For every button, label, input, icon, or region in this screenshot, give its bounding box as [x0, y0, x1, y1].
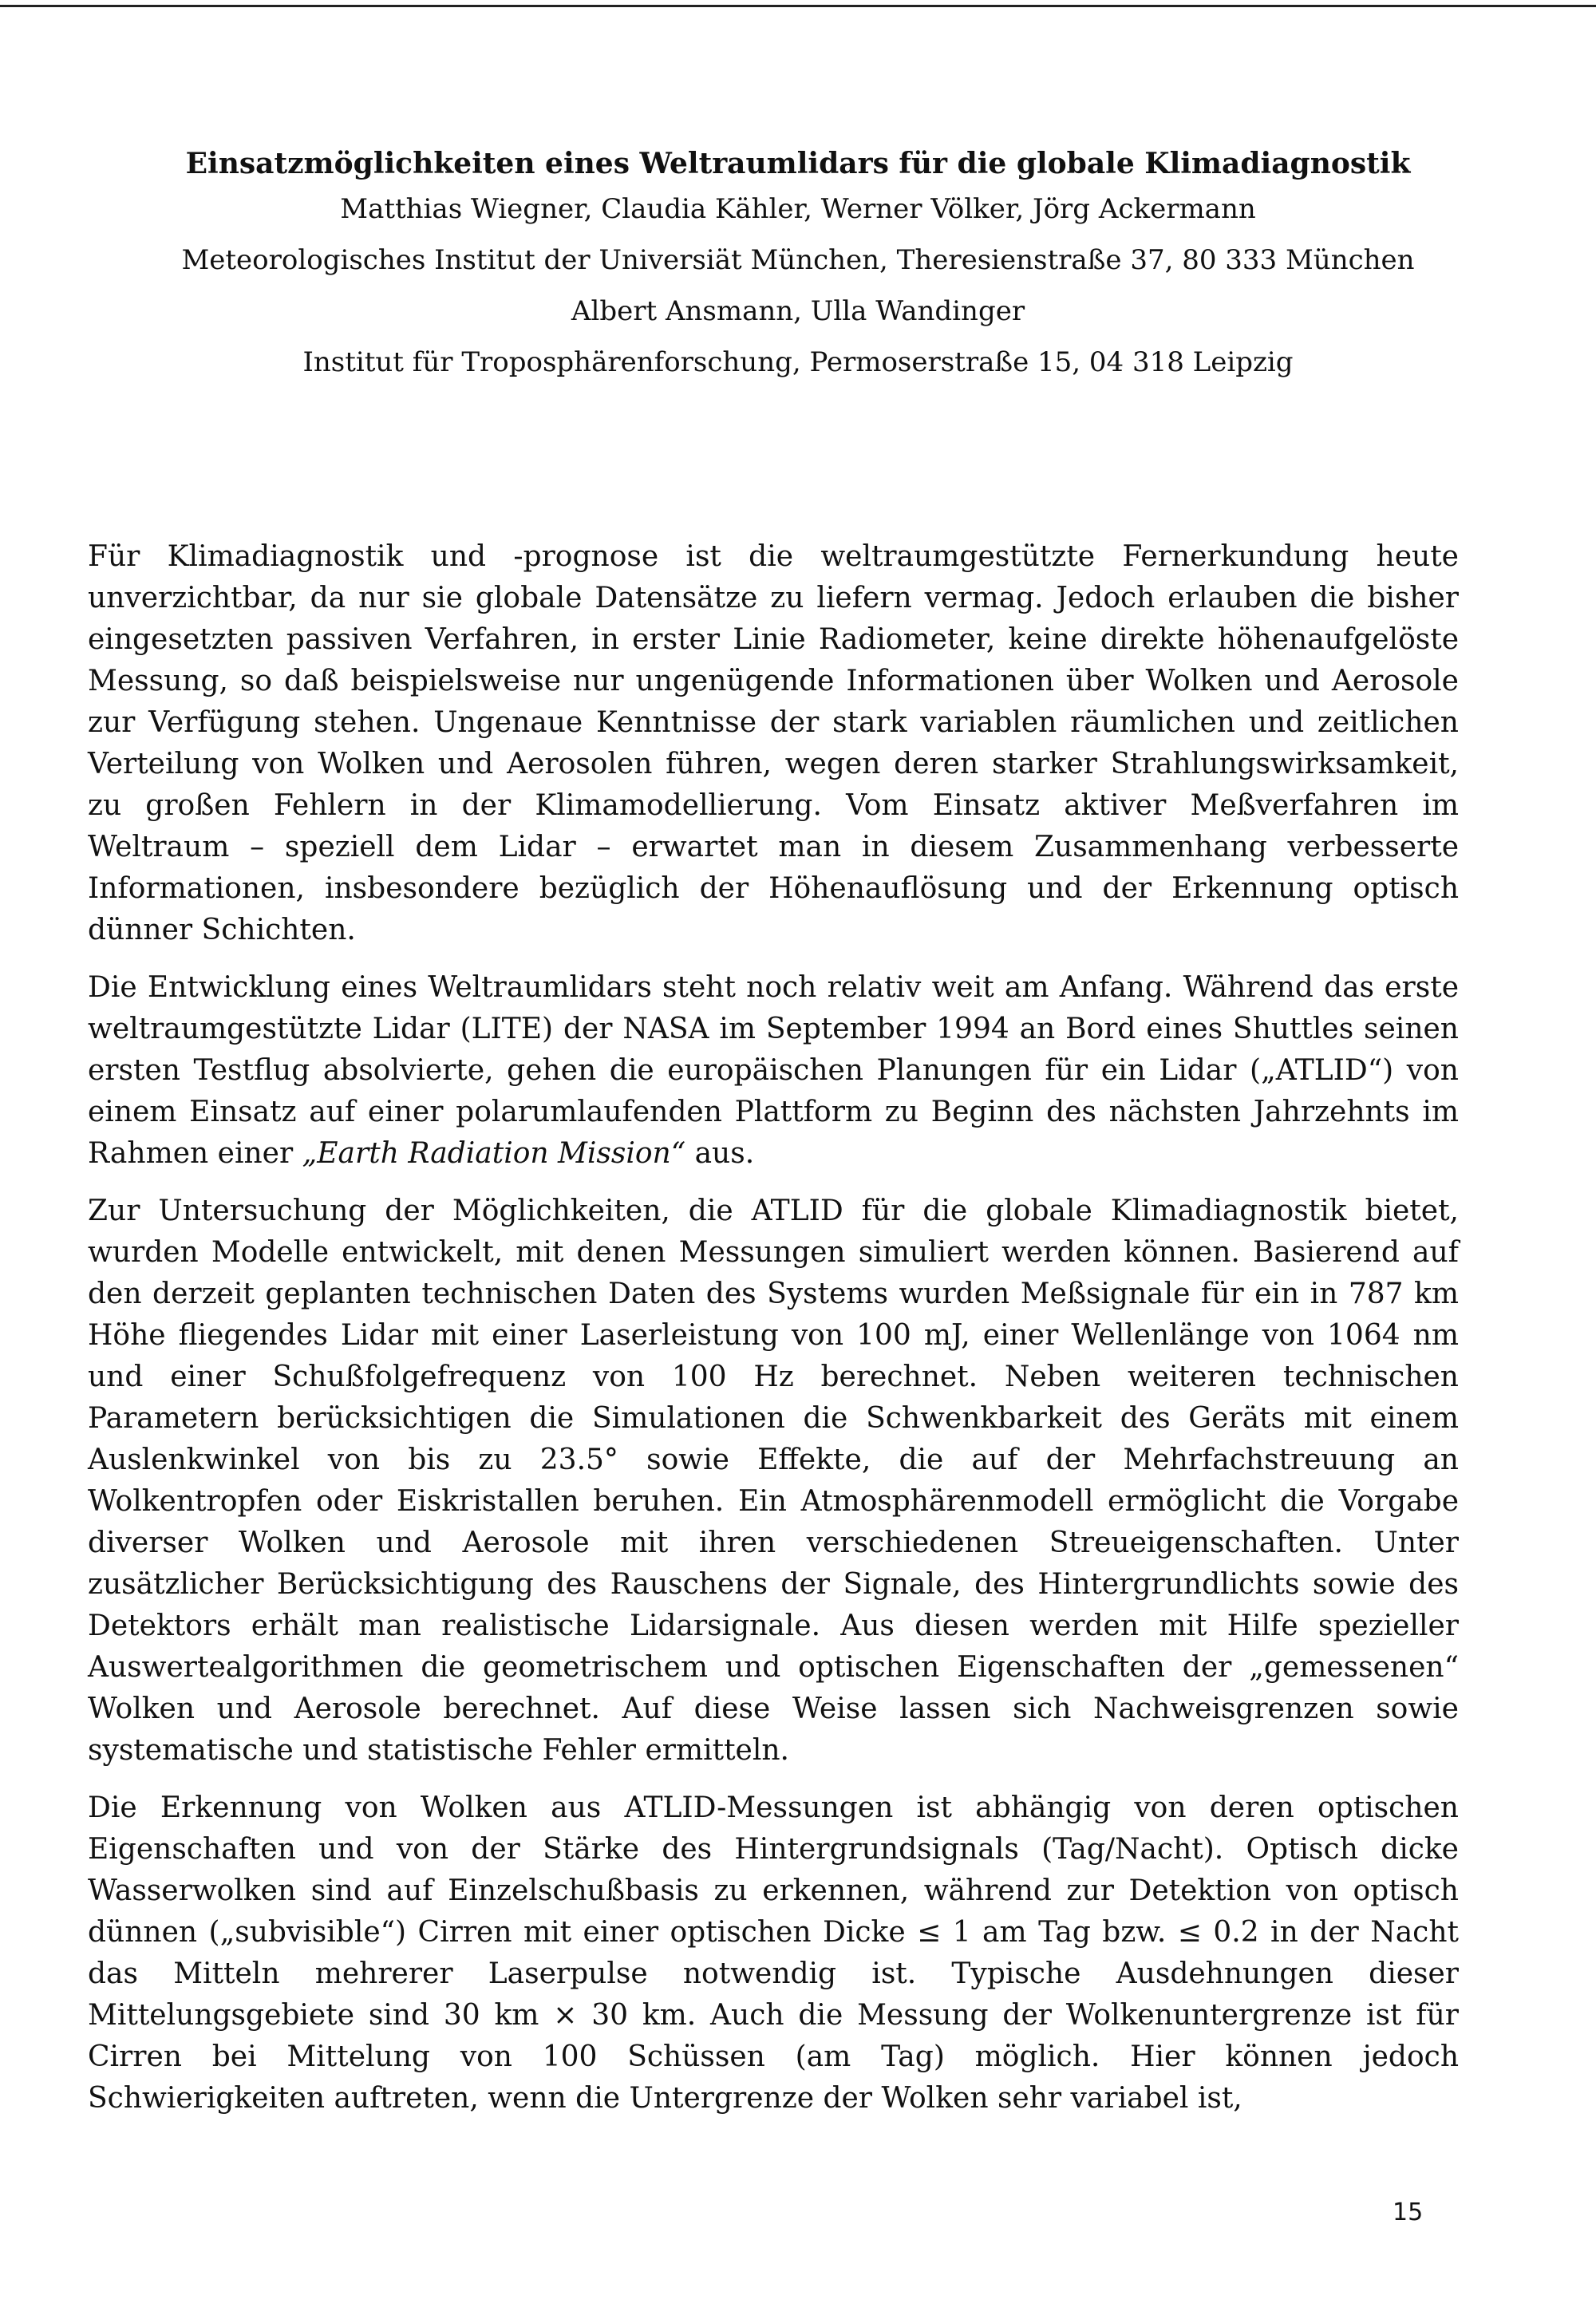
body-text — [88, 536, 1459, 2135]
paper-title: Einsatzmöglichkeiten eines Weltraumlidars für die globale Klimadiagnostik — [185, 147, 1411, 180]
authors-line-2: Albert Ansmann, Ulla Wandinger — [571, 295, 1025, 327]
paragraph-2-emphasis: „Earth Radiation Mission“ — [302, 1137, 686, 1170]
authors-line-1: Matthias Wiegner, Claudia Kähler, Werner Völker, Jörg Ackermann — [340, 193, 1256, 225]
top-rule — [0, 5, 1596, 7]
paragraph-2 — [88, 967, 1459, 1175]
paragraph-2-text-before: Die Entwicklung eines Weltraumlidars steht noch relativ weit am Anfang. Während das erste weltraumgestützte Lidar (LITE) der NASA im September 1994 an Bord eines Shuttles seinen ersten Testflug absolvierte, gehen die europäischen Planungen für ein Lidar („ATLID“) von einem Einsatz auf einer polarumlaufenden Plattform zu Beginn des nächsten Jahrzehnts im Rahmen einer — [88, 971, 1459, 1170]
paper-header — [0, 144, 1596, 388]
affiliation-line-2: Institut für Troposphärenforschung, Permoserstraße 15, 04 318 Leipzig — [302, 346, 1294, 378]
paragraph-2-text-after: aus. — [685, 1137, 755, 1170]
paragraph-3: Zur Untersuchung der Möglichkeiten, die ATLID für die globale Klimadiagnostik bietet, wurden Modelle entwickelt, mit denen Messungen simuliert werden können. Basierend auf den derzeit geplanten technischen Daten des Systems wurden Meßsignale für ein in 787 km Höhe fliegendes Lidar mit einer Laserleistung von 100 mJ, einer Wellenlänge von 1064 nm und einer Schußfolgefrequenz von 100 Hz berechnet. Neben weiteren technischen Parametern berücksichtigen die Simulationen die Schwenkbarkeit des Geräts mit einem Auslenkwinkel von bis zu 23.5° sowie Effekte, die auf der Mehrfachstreuung an Wolkentropfen oder Eiskristallen beruhen. Ein Atmosphärenmodell ermöglicht die Vorgabe diverser Wolken und Aerosole mit ihren verschiedenen Streueigenschaften. Unter zusätzlicher Berücksichtigung des Rauschens der Signale, des Hintergrundlichts sowie des Detektors erhält man realistische Lidarsignale. Aus diesen werden mit Hilfe spezieller Auswertealgorithmen die geometrischem und optischen Eigenschaften der „gemessenen“ Wolken und Aerosole berechnet. Auf diese Weise lassen sich Nachweisgrenzen sowie systematische und statistische Fehler ermitteln. — [88, 1195, 1459, 1767]
paragraph-4: Die Erkennung von Wolken aus ATLID-Messungen ist abhängig von deren optischen Eigenschaften und von der Stärke des Hintergrundsignals (Tag/Nacht). Optisch dicke Wasserwolken sind auf Einzelschußbasis zu erkennen, während zur Detektion von optisch dünnen („subvisible“) Cirren mit einer optischen Dicke ≤ 1 am Tag bzw. ≤ 0.2 in der Nacht das Mitteln mehrerer Laserpulse notwendig ist. Typische Ausdehnungen dieser Mittelungsgebiete sind 30 km × 30 km. Auch die Messung der Wolkenuntergrenze ist für Cirren bei Mittelung von 100 Schüssen (am Tag) möglich. Hier können jedoch Schwierigkeiten auftreten, wenn die Untergrenze der Wolken sehr variabel ist, — [88, 1791, 1459, 2115]
page-number: 15 — [1393, 2198, 1424, 2226]
affiliation-line-1: Meteorologisches Institut der Universiät München, Theresienstraße 37, 80 333 München — [181, 244, 1415, 276]
paragraph-1: Für Klimadiagnostik und -prognose ist die weltraumgestützte Fernerkundung heute unverzichtbar, da nur sie globale Datensätze zu liefern vermag. Jedoch erlauben die bisher eingesetzten passiven Verfahren, in erster Linie Radiometer, keine direkte höhenaufgelöste Messung, so daß beispielsweise nur ungenügende Informationen über Wolken und Aerosole zur Verfügung stehen. Ungenaue Kenntnisse der stark variablen räumlichen und zeitlichen Verteilung von Wolken und Aerosolen führen, wegen deren starker Strahlungswirksamkeit, zu großen Fehlern in der Klimamodellierung. Vom Einsatz aktiver Meßverfahren im Weltraum – speziell dem Lidar – erwartet man in diesem Zusammenhang verbesserte Informationen, insbesondere bezüglich der Höhenauflösung und der Erkennung optisch dünner Schichten. — [88, 540, 1459, 946]
